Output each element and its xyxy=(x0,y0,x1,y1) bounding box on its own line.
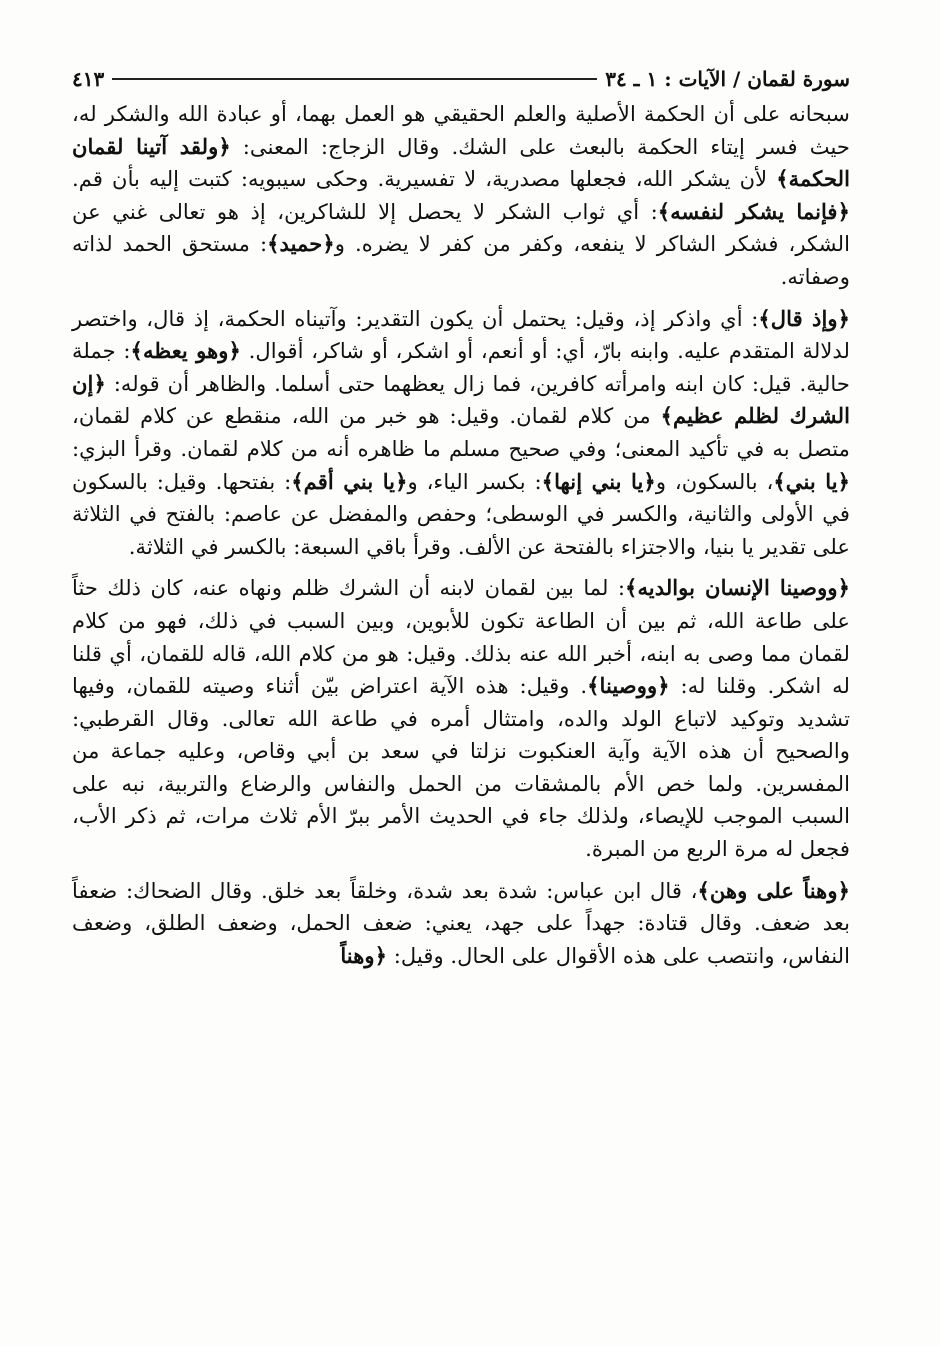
paragraph xyxy=(72,572,850,865)
text-segment: : مستحق الحمد لذاته وصفاته. xyxy=(72,231,850,289)
text-segment: لأن يشكر الله، فجعلها مصدرية، لا تفسيرية. وحكى سيبويه: كتبت إليه بأن قم. xyxy=(72,166,777,192)
quran-quote: ﴿وإذ قال﴾ xyxy=(758,305,850,331)
quran-quote: ﴿ووصينا﴾ xyxy=(587,673,670,699)
text-segment: ، قال ابن عباس: شدة بعد شدة، وخلقاً بعد خلق. وقال الضحاك: ضعفاً بعد ضعف. وقال قتادة: جهداً على جهد، يعني: ضعف الحمل، وضعف الطلق، وضعف النفاس، وانتصب على هذه الأقوال على الحال. وقيل: xyxy=(72,877,850,968)
running-header xyxy=(72,62,850,96)
text-segment: ، بالسكون، و xyxy=(655,468,774,494)
quran-quote: ﴿ووصينا الإنسان بوالديه﴾ xyxy=(625,575,850,601)
page-body xyxy=(72,98,850,972)
paragraph xyxy=(72,875,850,973)
text-segment: من كلام لقمان. وقيل: هو خبر من الله، منقطع عن كلام لقمان، متصل به في تأكيد المعنى؛ وفي صحيح مسلم ما ظاهره أنه من كلام لقمان. وقرأ البزي: xyxy=(72,403,850,461)
text-segment: : أي واذكر إذ، وقيل: يحتمل أن يكون التقدير: وآتيناه الحكمة، إذ قال، واختصر لدلالة المتقدم عليه. وابنه بارّ، أي: أو أنعم، أو اشكر، أو شاكر، أقوال. xyxy=(72,305,851,364)
quran-quote: ﴿يا بني إنها﴾ xyxy=(541,468,656,494)
quran-quote: ﴿فإنما يشكر لنفسه﴾ xyxy=(657,198,850,224)
text-segment: : بفتحها. وقيل: بالسكون في الأولى والثانية، والكسر في الوسطى؛ وحفص والمفضل عن عاصم: بالفتح في الثلاثة على تقدير يا بنيا، والاجتزاء بالفتحة عن الألف. وقرأ باقي السبعة: بالكسر في الثلاثة. xyxy=(72,468,850,559)
paragraph xyxy=(72,303,850,564)
page-number: ٤١٣ xyxy=(72,67,105,91)
quran-quote: ﴿يا بني﴾ xyxy=(773,468,851,494)
header-rule xyxy=(112,78,597,80)
text-segment: : أي ثواب الشكر لا يحصل إلا للشاكرين، إذ هو تعالى غني عن الشكر، فشكر الشاكر لا ينفعه، وكفر من كفر لا يضره. و xyxy=(72,198,850,257)
quran-quote: ﴿ولقد آتينا لقمان الحكمة﴾ xyxy=(72,133,850,192)
text-segment: سبحانه على أن الحكمة الأصلية والعلم الحقيقي هو العمل بهما، أو عبادة الله والشكر له، حيث فسر إيتاء الحكمة بالبعث على الشك. وقال الزجاج: المعنى: xyxy=(72,101,850,159)
text-segment: . وقيل: هذه الآية اعتراض بيّن أثناء وصيته للقمان، وفيها تشديد وتوكيد لاتباع الولد والده، وامتثال أمره في طاعة الله تعالى. وقال القرطبي: والصحيح أن هذه الآية وآية العنكبوت نزلتا في سعد بن أبي وقاص، وعليه جماعة من المفسرين. ولما خص الأم بالمشقات من الحمل والنفاس والرضاع والتربية، نبه على السبب الموجب للإيصاء، ولذلك جاء في الحديث الأمر ببرّ الأم ثلاث مرات، ثم ذكر الأب، فجعل له مرة الربع من المبرة. xyxy=(72,673,850,862)
text-segment: : لما بين لقمان لابنه أن الشرك ظلم ونهاه عنه، كان ذلك حثاً على طاعة الله، ثم بين أن الطاعة تكون للأبوين، وبين السبب في ذلك، فهو من كلام لقمان مما وصى به ابنه، أخبر الله عنه بذلك. وقيل: هو من كلام الله، قاله للقمان، أي قلنا له اشكر. وقلنا له: xyxy=(72,575,850,699)
quran-quote: ﴿وهو يعظه﴾ xyxy=(130,338,241,364)
quran-quote: ﴿وهناً على وهن﴾ xyxy=(697,877,850,903)
quran-quote: ﴿حميد﴾ xyxy=(267,231,335,257)
quran-quote: ﴿إن الشرك لظلم عظيم﴾ xyxy=(72,370,850,429)
surah-header-title: سورة لقمان / الآيات : ١ ـ ٣٤ xyxy=(605,67,850,91)
quran-quote: ﴿يا بني أقم﴾ xyxy=(291,468,408,494)
paragraph xyxy=(72,98,850,294)
quran-quote: ﴿وهناً xyxy=(340,942,388,968)
text-segment: : بكسر الياء، و xyxy=(407,468,542,494)
text-segment: : جملة حالية. قيل: كان ابنه وامرأته كافرين، فما زال يعظهما حتى أسلما. والظاهر أن قوله: xyxy=(72,338,850,396)
